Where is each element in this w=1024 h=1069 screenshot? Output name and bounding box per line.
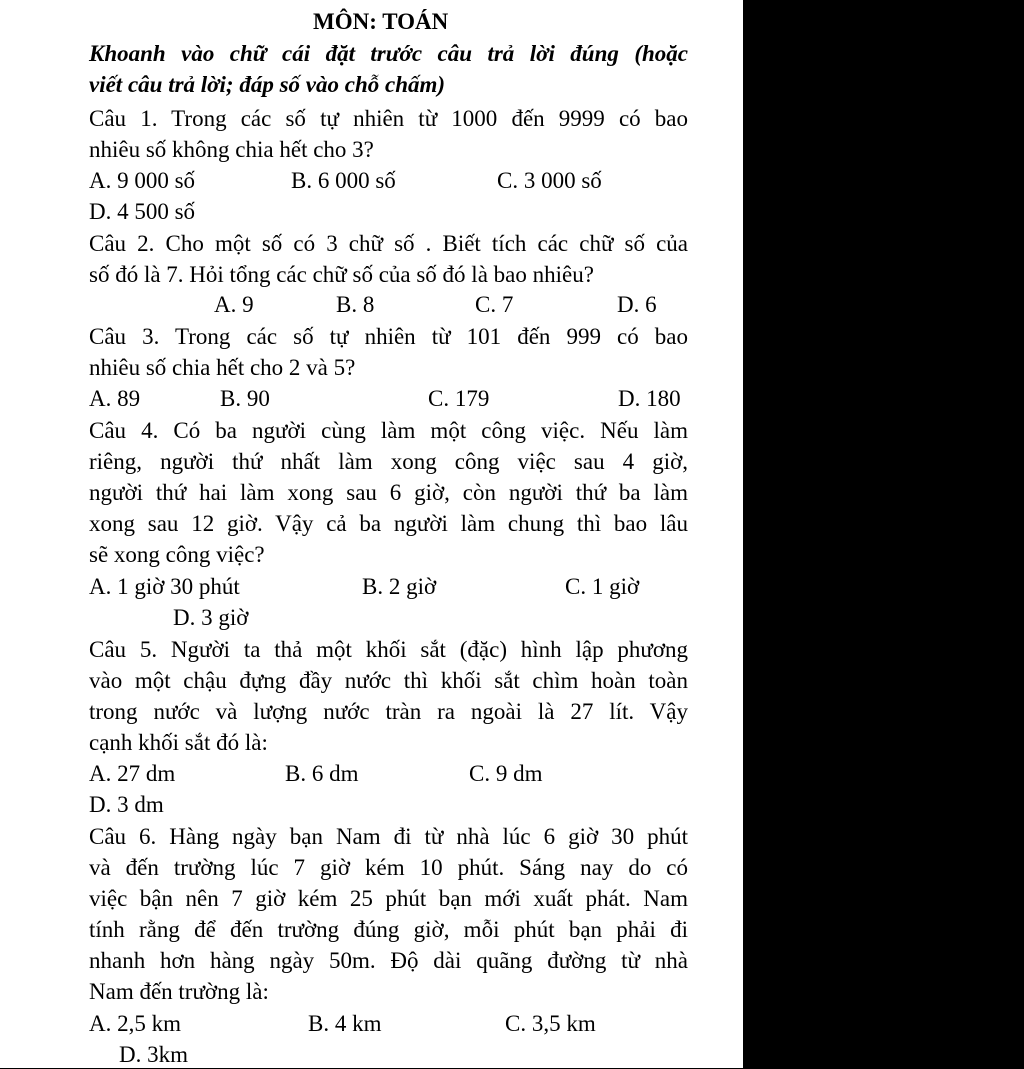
question-4-option-b[interactable]: B. 2 giờ [362, 574, 437, 599]
question-1-option-b[interactable]: B. 6 000 số [291, 168, 396, 193]
question-5-option-c[interactable]: C. 9 dm [469, 761, 543, 786]
question-6-text: việc bận nên 7 giờ kém 25 phút bạn mới xuất phát. Nam [89, 886, 688, 911]
question-2-option-c[interactable]: C. 7 [475, 292, 514, 317]
question-6-text: Câu 6. Hàng ngày bạn Nam đi từ nhà lúc 6 giờ 30 phút [89, 824, 688, 849]
question-6-text: Nam đến trường là: [89, 979, 269, 1004]
question-6-text: và đến trường lúc 7 giờ kém 10 phút. Sáng nay do có [89, 855, 688, 880]
question-6-option-d[interactable]: D. 3km [119, 1042, 188, 1067]
question-2-option-a[interactable]: A. 9 [214, 292, 254, 317]
question-1-option-a[interactable]: A. 9 000 số [89, 168, 196, 193]
question-5-text: vào một chậu đựng đầy nước thì khối sắt chìm hoàn toàn [89, 668, 688, 693]
question-3-option-d[interactable]: D. 180 [618, 386, 681, 411]
question-6-text: tính rằng để đến trường đúng giờ, mỗi phút bạn phải đi [89, 917, 688, 942]
question-5-text: cạnh khối sắt đó là: [89, 730, 268, 755]
question-3-option-c[interactable]: C. 179 [428, 386, 490, 411]
question-4-option-c[interactable]: C. 1 giờ [565, 574, 640, 599]
question-6-option-a[interactable]: A. 2,5 km [89, 1011, 181, 1036]
question-5-option-a[interactable]: A. 27 dm [89, 761, 176, 786]
question-3-option-b[interactable]: B. 90 [220, 386, 270, 411]
question-1-text: Câu 1. Trong các số tự nhiên từ 1000 đến 9999 có bao [89, 106, 688, 131]
instruction-line: viết câu trả lời; đáp số vào chỗ chấm) [89, 72, 446, 97]
question-4-text: sẽ xong công việc? [89, 542, 265, 567]
question-2-option-b[interactable]: B. 8 [336, 292, 375, 317]
question-2-text: Câu 2. Cho một số có 3 chữ số . Biết tích các chữ số của [89, 231, 688, 256]
instruction-line: Khoanh vào chữ cái đặt trước câu trả lời đúng (hoặc [89, 41, 688, 66]
question-6-option-b[interactable]: B. 4 km [308, 1011, 382, 1036]
question-6-option-c[interactable]: C. 3,5 km [505, 1011, 596, 1036]
question-4-text: riêng, người thứ nhất làm xong công việc sau 4 giờ, [89, 449, 688, 474]
question-3-text: nhiêu số chia hết cho 2 và 5? [89, 355, 356, 380]
subject-title: MÔN: TOÁN [313, 9, 449, 34]
question-3-text: Câu 3. Trong các số tự nhiên từ 101 đến 999 có bao [89, 324, 688, 349]
question-2-option-d[interactable]: D. 6 [617, 292, 657, 317]
question-5-option-d[interactable]: D. 3 dm [89, 792, 164, 817]
question-4-option-a[interactable]: A. 1 giờ 30 phút [89, 574, 240, 599]
question-1-option-c[interactable]: C. 3 000 số [497, 168, 602, 193]
question-5-text: trong nước và lượng nước tràn ra ngoài là 27 lít. Vậy [89, 699, 688, 724]
question-1-text: nhiêu số không chia hết cho 3? [89, 137, 374, 162]
question-4-text: xong sau 12 giờ. Vậy cả ba người làm chung thì bao lâu [89, 511, 688, 536]
question-6-text: nhanh hơn hàng ngày 50m. Độ dài quãng đường từ nhà [89, 948, 688, 973]
question-1-option-d[interactable]: D. 4 500 số [89, 199, 196, 224]
question-4-text: người thứ hai làm xong sau 6 giờ, còn người thứ ba làm [89, 480, 688, 505]
question-4-text: Câu 4. Có ba người cùng làm một công việc. Nếu làm [89, 418, 688, 443]
question-3-option-a[interactable]: A. 89 [89, 386, 141, 411]
question-2-text: số đó là 7. Hỏi tổng các chữ số của số đó là bao nhiêu? [89, 262, 594, 287]
question-5-text: Câu 5. Người ta thả một khối sắt (đặc) hình lập phương [89, 637, 688, 662]
question-5-option-b[interactable]: B. 6 dm [285, 761, 359, 786]
question-4-option-d[interactable]: D. 3 giờ [173, 605, 249, 630]
